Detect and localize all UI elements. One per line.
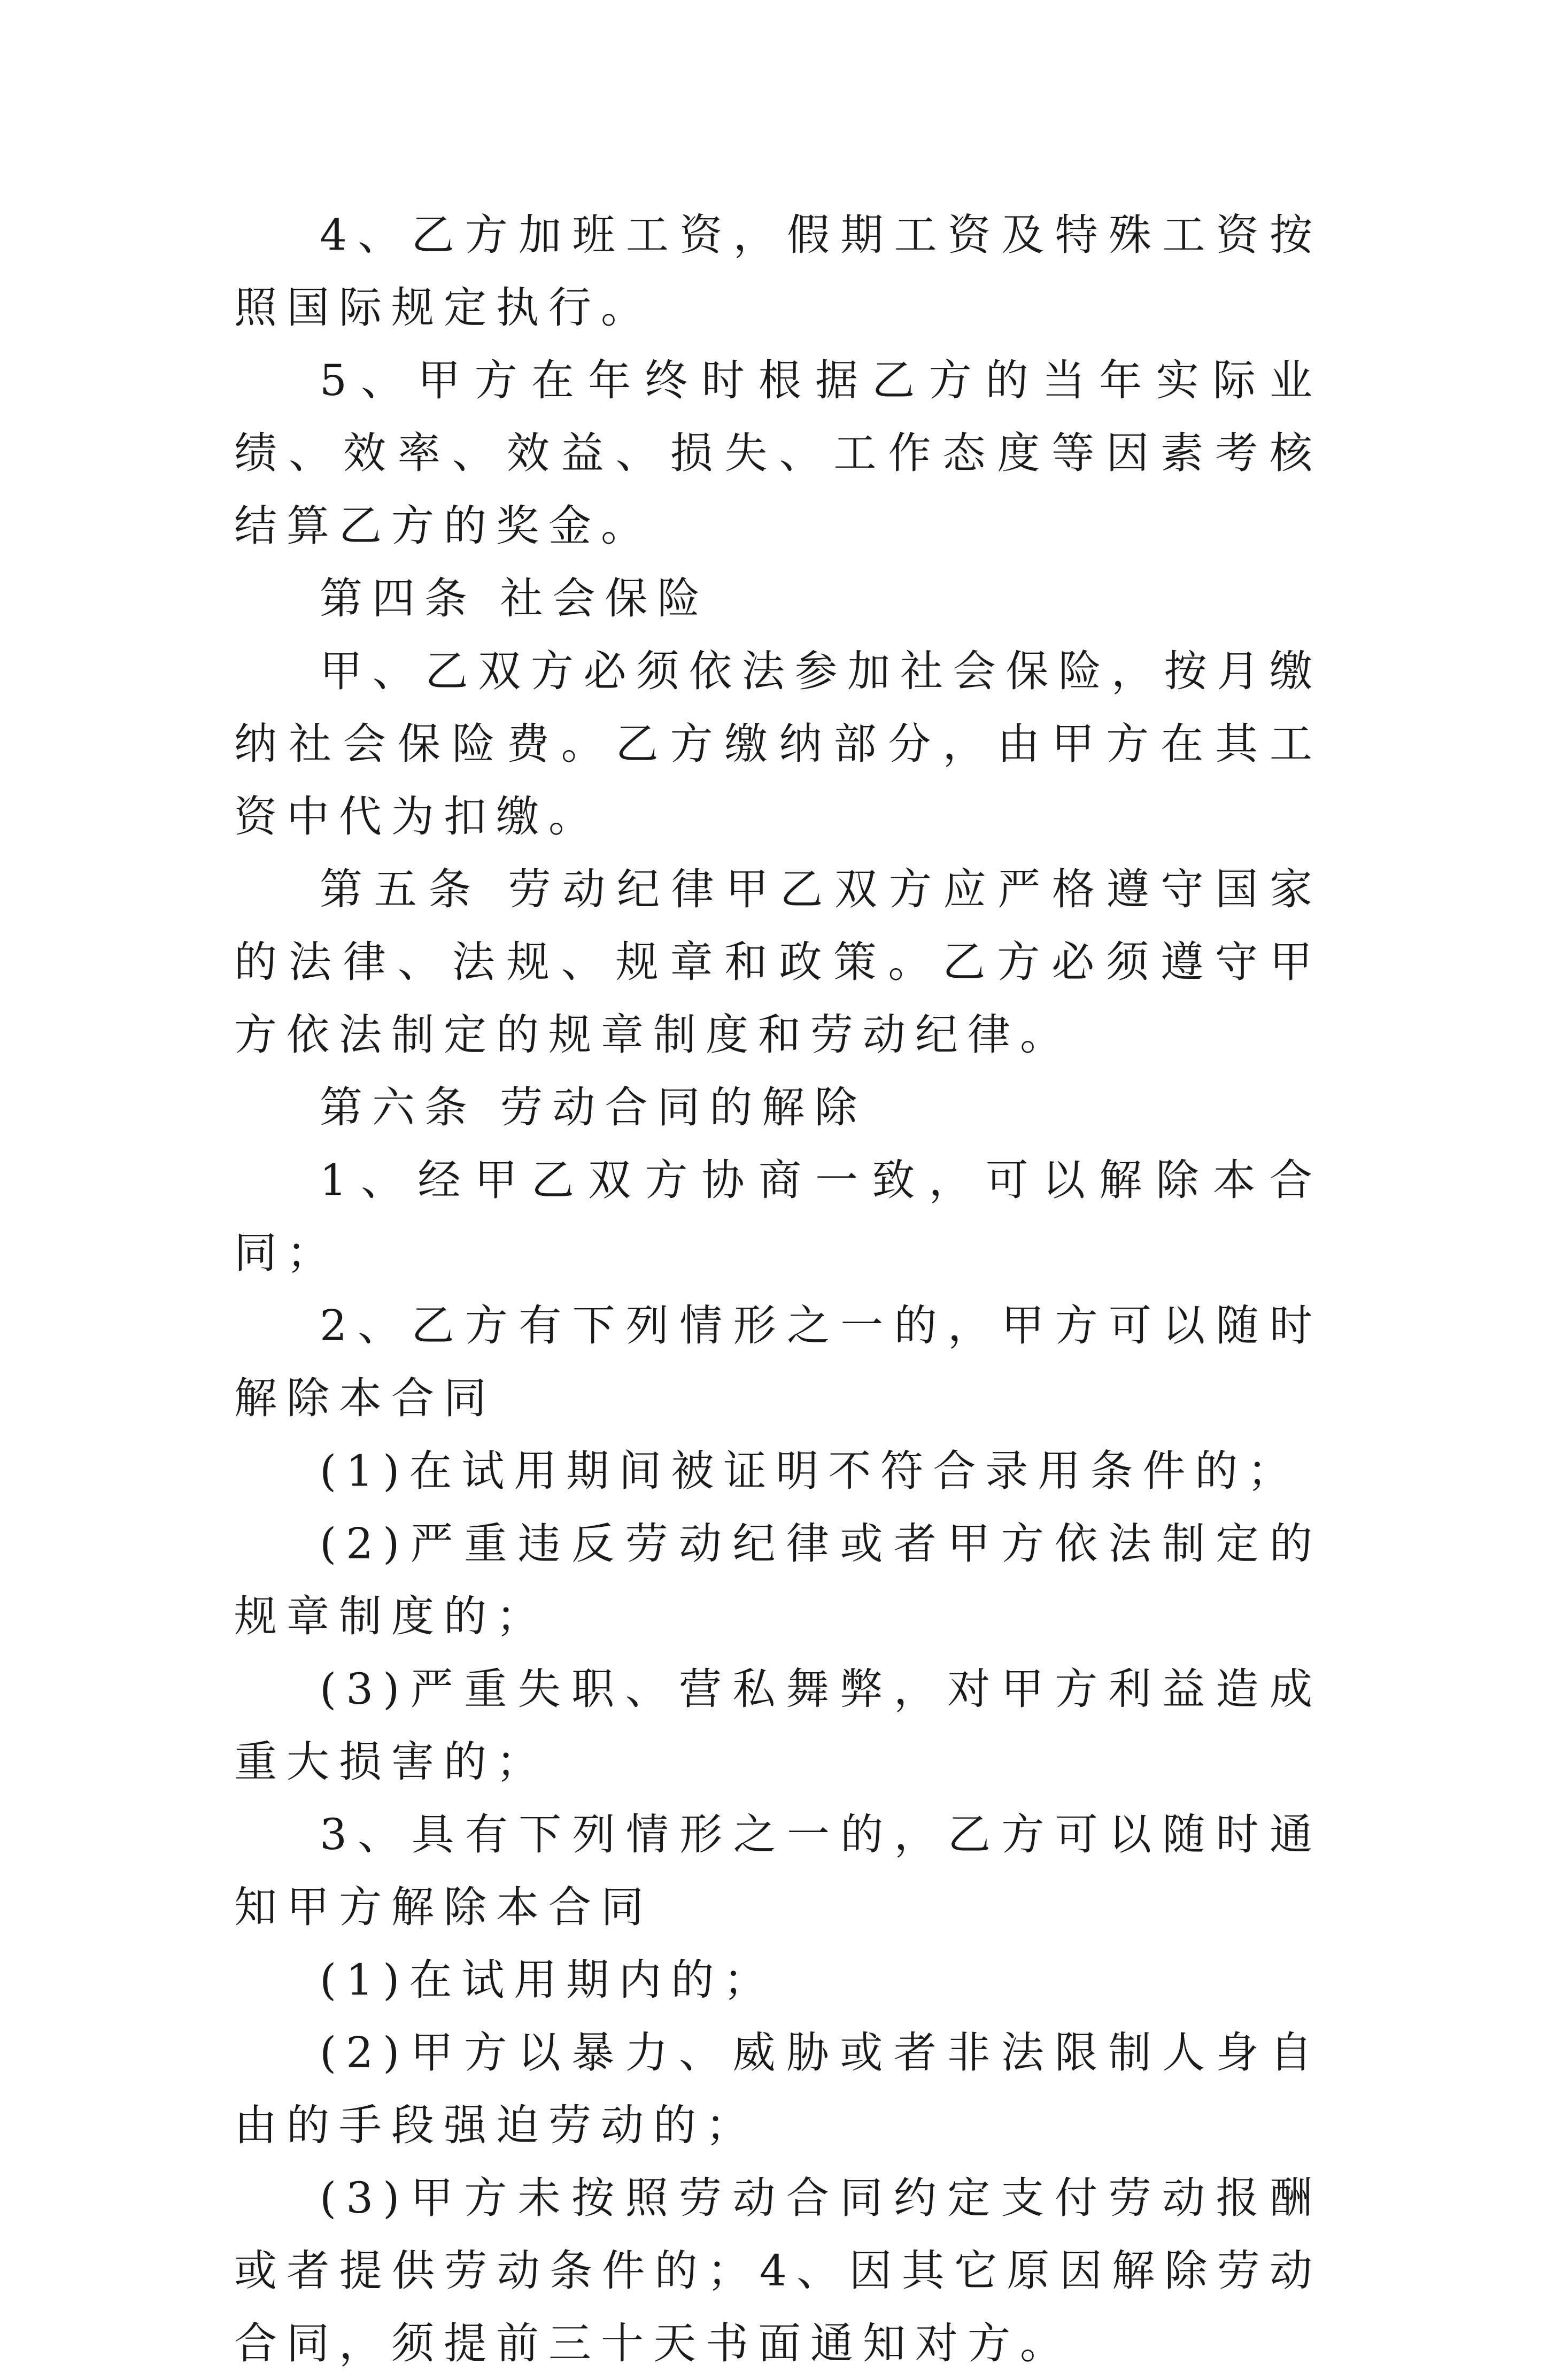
list-item-unpaid-wages: (3)甲方未按照劳动合同约定支付劳动报酬或者提供劳动条件的；4、因其它原因解除劳动合同，须提前三十天书面通知对方。 — [234, 2173, 1322, 2368]
paragraph-overtime-wages: 4、乙方加班工资，假期工资及特殊工资按照国际规定执行。 — [234, 210, 1322, 333]
document-body — [234, 199, 1322, 2380]
paragraph-annual-bonus: 5、甲方在年终时根据乙方的当年实际业绩、效率、效益、损失、工作态度等因素考核结算乙方的奖金。 — [234, 356, 1322, 551]
list-item-discipline-violation: (2)严重违反劳动纪律或者甲方依法制定的规章制度的； — [234, 1519, 1322, 1641]
list-item-probation-period: (1)在试用期内的； — [320, 1955, 776, 2005]
list-item-misconduct: (3)严重失职、营私舞弊，对甲方利益造成重大损害的； — [234, 1664, 1322, 1787]
paragraph-mutual-termination: 1、经甲乙双方协商一致，可以解除本合同； — [234, 1155, 1322, 1278]
heading-article-4: 第四条 社会保险 — [320, 574, 710, 623]
paragraph-social-insurance: 甲、乙双方必须依法参加社会保险，按月缴纳社会保险费。乙方缴纳部分，由甲方在其工资中代为扣缴。 — [234, 646, 1322, 841]
paragraph-employee-termination: 3、具有下列情形之一的，乙方可以随时通知甲方解除本合同 — [234, 1810, 1322, 1932]
heading-article-6: 第六条 劳动合同的解除 — [320, 1083, 867, 1132]
paragraph-employer-termination: 2、乙方有下列情形之一的，甲方可以随时解除本合同 — [234, 1301, 1322, 1423]
list-item-forced-labor: (2)甲方以暴力、威胁或者非法限制人身自由的手段强迫劳动的； — [234, 2028, 1322, 2150]
list-item-probation-fail: (1)在试用期间被证明不符合录用条件的； — [320, 1446, 1300, 1496]
paragraph-article-5-discipline: 第五条 劳动纪律甲乙双方应严格遵守国家的法律、法规、规章和政策。乙方必须遵守甲方依法制定的规章制度和劳动纪律。 — [234, 864, 1322, 1060]
